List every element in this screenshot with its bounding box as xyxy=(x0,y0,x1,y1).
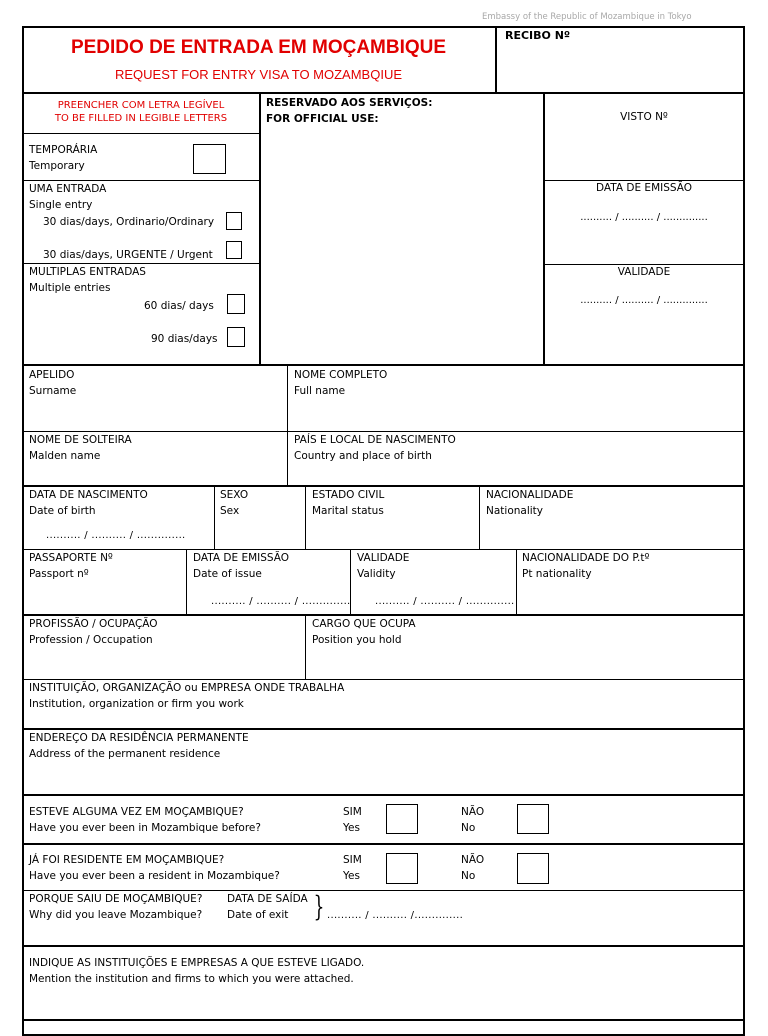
passport-number-field[interactable] xyxy=(29,550,113,582)
upper-block-bottom-line xyxy=(22,364,745,366)
surname-en: Surname xyxy=(29,385,77,397)
institutions-pt: INDIQUE AS INSTITUIÇÕES E EMPRESAS A QUE ESTEVE LIGADO. xyxy=(29,957,365,969)
validity-label: VALIDADE xyxy=(617,266,671,278)
dob-pt: DATA DE NASCIMENTO xyxy=(29,489,148,501)
right-col-divider xyxy=(543,92,545,365)
position-pt: CARGO QUE OCUPA xyxy=(312,618,416,630)
validity-dots[interactable]: .......... / .......... / .............. xyxy=(580,295,708,306)
visa-number-label: VISTO Nº xyxy=(620,111,668,123)
row-line-8 xyxy=(22,843,745,845)
exit-date-en: Date of exit xyxy=(227,909,289,921)
title-english: REQUEST FOR ENTRY VISA TO MOZAMBQIUE xyxy=(114,67,403,82)
instructions-portuguese: PREENCHER COM LETRA LEGÍVEL xyxy=(57,100,225,111)
pp-issue-pt: DATA DE EMISSÃO xyxy=(193,552,290,564)
resident-yes-checkbox[interactable] xyxy=(386,853,418,884)
institution-field[interactable] xyxy=(29,680,344,712)
passport-validity-field[interactable] xyxy=(357,550,409,582)
multiple-60-checkbox[interactable] xyxy=(227,294,245,314)
exit-date-brace: } xyxy=(313,890,325,923)
dob-en: Date of birth xyxy=(29,505,96,517)
q-been-en: Have you ever been in Mozambique before? xyxy=(29,822,261,834)
resident-sim: SIM xyxy=(343,854,362,866)
question-been-label xyxy=(29,804,261,836)
profession-pt: PROFISSÃO / OCUPAÇÃO xyxy=(29,618,158,630)
official-use-en: FOR OFFICIAL USE: xyxy=(266,113,379,125)
receipt-number-label: RECIBO Nº xyxy=(505,29,571,42)
birthplace-en: Country and place of birth xyxy=(294,450,432,462)
passport-issue-dots[interactable]: .......... / .......... / .............. xyxy=(211,596,351,607)
marital-status-field[interactable] xyxy=(312,487,384,519)
multiple-90-checkbox[interactable] xyxy=(227,327,245,347)
official-use-label xyxy=(266,95,432,127)
birthplace-field[interactable] xyxy=(294,432,456,464)
visa-no-bottom-line xyxy=(543,180,745,181)
single-entry-pt: UMA ENTRADA xyxy=(29,183,107,195)
pp-validity-pt: VALIDADE xyxy=(357,552,410,564)
maiden-pt: NOME DE SOLTEIRA xyxy=(29,434,132,446)
multiple-entries-label xyxy=(29,264,146,296)
row-line-11 xyxy=(22,1019,745,1021)
profession-field[interactable] xyxy=(29,616,158,648)
sex-divider xyxy=(305,485,306,550)
resident-yes-label xyxy=(343,852,362,884)
question-resident-label xyxy=(29,852,280,884)
multiple-90-label: 90 dias/days xyxy=(151,333,218,345)
been-sim: SIM xyxy=(343,806,362,818)
maiden-name-field[interactable] xyxy=(29,432,132,464)
exit-date-dots[interactable]: .......... / .......... /.............. xyxy=(327,910,464,921)
q-left-en: Why did you leave Mozambique? xyxy=(29,909,203,921)
address-field[interactable] xyxy=(29,730,249,762)
resident-yes: Yes xyxy=(343,870,360,882)
dob-divider xyxy=(214,485,215,550)
been-no: No xyxy=(461,822,476,834)
resident-nao: NÃO xyxy=(461,854,485,866)
multiple-entries-pt: MULTIPLAS ENTRADAS xyxy=(29,266,146,278)
been-nao: NÃO xyxy=(461,806,485,818)
pp-validity-en: Validity xyxy=(357,568,396,580)
passport-validity-dots[interactable]: .......... / .......... / .............. xyxy=(375,596,515,607)
official-use-pt: RESERVADO AOS SERVIÇOS: xyxy=(266,97,433,109)
passport-en: Passport nº xyxy=(29,568,89,580)
marital-divider xyxy=(479,485,480,550)
been-no-label xyxy=(461,804,484,836)
embassy-caption: Embassy of the Republic of Mozambique in Tokyo xyxy=(482,12,692,22)
issue-date-bottom-line xyxy=(543,264,745,265)
institutions-attached-field[interactable] xyxy=(29,955,364,987)
temporary-label xyxy=(29,142,97,174)
institution-en: Institution, organization or firm you work xyxy=(29,698,244,710)
been-yes: Yes xyxy=(343,822,360,834)
resident-no: No xyxy=(461,870,476,882)
multiple-entries-en: Multiple entries xyxy=(29,282,111,294)
question-left-label xyxy=(29,891,202,923)
address-en: Address of the permanent residence xyxy=(29,748,221,760)
temporary-pt: TEMPORÁRIA xyxy=(29,144,98,156)
passport-nationality-field[interactable] xyxy=(522,550,649,582)
single-entry-label xyxy=(29,181,106,213)
surname-divider xyxy=(287,364,288,486)
sex-en: Sex xyxy=(220,505,240,517)
nationality-pt: NACIONALIDADE xyxy=(486,489,574,501)
temporary-checkbox[interactable] xyxy=(193,144,226,174)
full-name-pt: NOME COMPLETO xyxy=(294,369,388,381)
address-pt: ENDEREÇO DA RESIDÊNCIA PERMANENTE xyxy=(29,732,249,744)
dob-dots[interactable]: .......... / .......... / .............. xyxy=(46,530,186,541)
been-no-checkbox[interactable] xyxy=(517,804,549,834)
profession-en: Profession / Occupation xyxy=(29,634,153,646)
resident-no-label xyxy=(461,852,484,884)
pp-nat-pt: NACIONALIDADE DO P.tº xyxy=(522,552,650,564)
multiple-60-label: 60 dias/ days xyxy=(144,300,214,312)
temporary-en: Temporary xyxy=(29,160,85,172)
title-portuguese: PEDIDO DE ENTRADA EM MOÇAMBIQUE xyxy=(70,37,447,58)
single-entry-en: Single entry xyxy=(29,199,93,211)
passport-divider xyxy=(186,549,187,614)
profession-divider xyxy=(305,614,306,679)
full-name-en: Full name xyxy=(294,385,346,397)
sex-pt: SEXO xyxy=(220,489,249,501)
pp-issue-en: Date of issue xyxy=(193,568,262,580)
sex-field[interactable] xyxy=(220,487,248,519)
q-been-pt: ESTEVE ALGUMA VEZ EM MOÇAMBIQUE? xyxy=(29,806,244,818)
been-yes-label xyxy=(343,804,362,836)
single-entry-ordinary-checkbox[interactable] xyxy=(226,212,242,230)
single-entry-ordinary-label: 30 dias/days, Ordinario/Ordinary xyxy=(43,216,215,228)
dob-field[interactable] xyxy=(29,487,148,519)
q-resident-pt: JÁ FOI RESIDENTE EM MOÇAMBIQUE? xyxy=(29,854,225,866)
surname-pt: APELIDO xyxy=(29,369,75,381)
header-divider xyxy=(495,26,497,94)
instructions-bottom-line xyxy=(22,133,260,134)
nationality-en: Nationality xyxy=(486,505,544,517)
pp-nat-en: Pt nationality xyxy=(522,568,592,580)
marital-pt: ESTADO CIVIL xyxy=(312,489,385,501)
birthplace-pt: PAÍS E LOCAL DE NASCIMENTO xyxy=(294,434,456,446)
marital-en: Marital status xyxy=(312,505,384,517)
institution-pt: INSTITUIÇÃO, ORGANIZAÇÃO ou EMPRESA ONDE TRABALHA xyxy=(29,682,345,694)
passport-pt: PASSAPORTE Nº xyxy=(29,552,113,564)
issue-date-dots[interactable]: .......... / .......... / .............. xyxy=(580,212,708,223)
nationality-field[interactable] xyxy=(486,487,573,519)
q-left-pt: PORQUE SAIU DE MOÇAMBIQUE? xyxy=(29,893,203,905)
position-en: Position you hold xyxy=(312,634,402,646)
institutions-en: Mention the institution and firms to which you were attached. xyxy=(29,973,354,985)
full-name-field[interactable] xyxy=(294,367,387,399)
exit-date-label xyxy=(227,891,308,923)
been-yes-checkbox[interactable] xyxy=(386,804,418,834)
instructions-english: TO BE FILLED IN LEGIBLE LETTERS xyxy=(54,113,228,124)
row-line-7 xyxy=(22,794,745,796)
header-bottom-line xyxy=(22,92,745,94)
single-entry-urgent-checkbox[interactable] xyxy=(226,241,242,259)
exit-date-pt: DATA DE SAÍDA xyxy=(227,893,308,905)
pp-validity-divider xyxy=(516,549,517,614)
issue-date-label: DATA DE EMISSÃO xyxy=(595,182,693,194)
maiden-en: Malden name xyxy=(29,450,101,462)
q-resident-en: Have you ever been a resident in Mozambique? xyxy=(29,870,280,882)
passport-issue-field[interactable] xyxy=(193,550,289,582)
row-line-10 xyxy=(22,945,745,947)
resident-no-checkbox[interactable] xyxy=(517,853,549,884)
surname-field[interactable] xyxy=(29,367,76,399)
single-entry-urgent-label: 30 dias/days, URGENTE / Urgent xyxy=(43,249,213,261)
position-field[interactable] xyxy=(312,616,416,648)
